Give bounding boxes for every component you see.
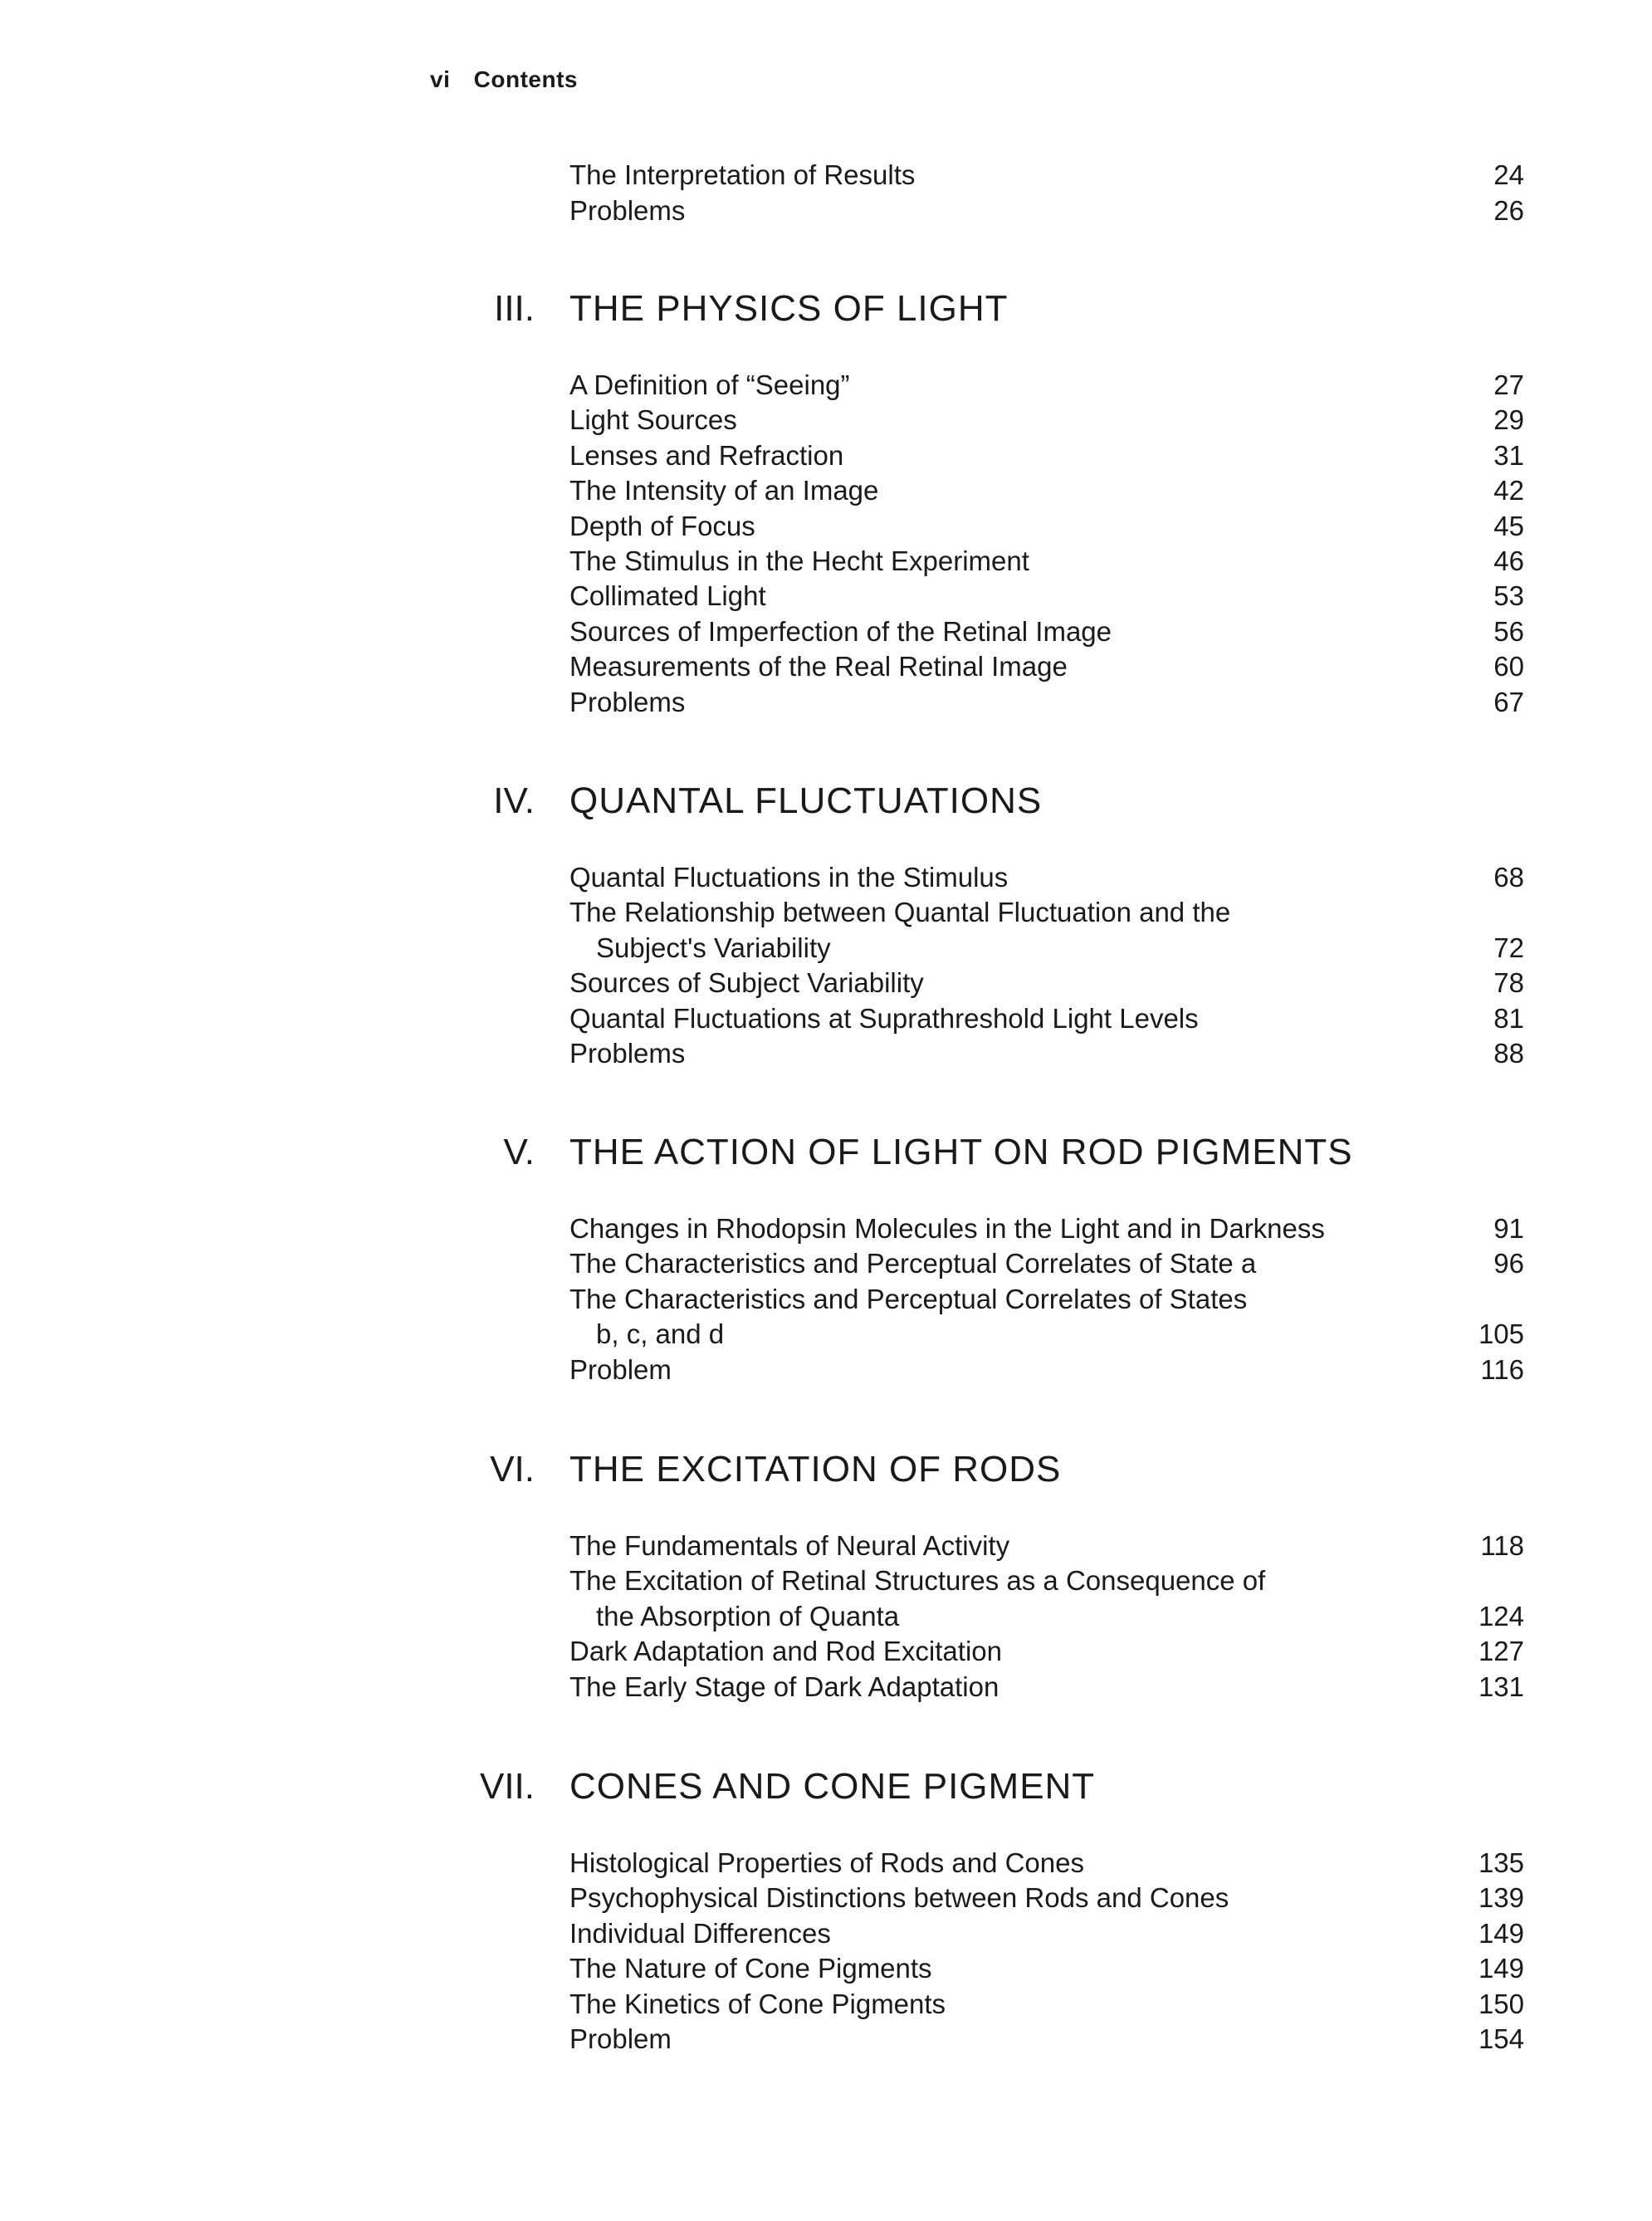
- page-number: vi: [430, 66, 451, 92]
- toc-entry-page: 60: [1493, 651, 1524, 682]
- chapter-title: THE EXCITATION OF RODS: [569, 1449, 1062, 1490]
- toc-entry-page: 81: [1493, 1002, 1524, 1034]
- toc-entry-page: 124: [1478, 1600, 1524, 1632]
- toc-entry-title: The Stimulus in the Hecht Experiment: [569, 545, 1029, 576]
- toc-entry-page: 42: [1493, 475, 1524, 506]
- running-header: [430, 66, 578, 93]
- toc-entry-title: Depth of Focus: [569, 510, 755, 541]
- toc-entry-title: Problems: [569, 1038, 686, 1069]
- section-title: Contents: [473, 66, 578, 92]
- toc-entry[interactable]: [569, 1881, 1524, 1915]
- toc-entry[interactable]: [569, 544, 1524, 579]
- toc-entry-title: the Absorption of Quanta: [596, 1600, 900, 1632]
- toc-entry-title: Individual Differences: [569, 1917, 831, 1949]
- toc-entry-page: 31: [1493, 439, 1524, 471]
- toc-entry[interactable]: [569, 860, 1524, 895]
- toc-entry[interactable]: [569, 895, 1524, 930]
- toc-entry-page: 135: [1478, 1847, 1524, 1878]
- toc-entry-page: 56: [1493, 615, 1524, 647]
- toc-entry-title: The Intensity of an Image: [569, 475, 879, 506]
- toc-entry-page: 149: [1478, 1953, 1524, 1984]
- toc-entry-title: The Nature of Cone Pigments: [569, 1953, 932, 1984]
- toc-entry[interactable]: [569, 1317, 1524, 1352]
- toc-entry[interactable]: [569, 193, 1524, 228]
- toc-entry-title: Histological Properties of Rods and Cones: [569, 1847, 1084, 1878]
- toc-entry-title: b, c, and d: [596, 1318, 725, 1350]
- toc-entry-page: 131: [1478, 1671, 1524, 1702]
- toc-entry-page: 67: [1493, 686, 1524, 717]
- toc-entry[interactable]: [569, 579, 1524, 614]
- toc-entry-page: 26: [1493, 195, 1524, 226]
- toc-entry-page: 150: [1478, 1988, 1524, 2019]
- toc-entry-page: 27: [1493, 369, 1524, 400]
- toc-entry[interactable]: [569, 1529, 1524, 1563]
- toc-entry-page: 127: [1478, 1636, 1524, 1667]
- toc-entry-page: 91: [1493, 1213, 1524, 1244]
- toc-entry[interactable]: [569, 931, 1524, 966]
- chapter-number: VI.: [490, 1449, 535, 1490]
- chapter-number: IV.: [493, 780, 535, 821]
- toc-entry[interactable]: [569, 1353, 1524, 1387]
- toc-entry-title: The Relationship between Quantal Fluctuation and the: [569, 897, 1231, 928]
- toc-entry[interactable]: [569, 1670, 1524, 1705]
- toc-entry-title: A Definition of “Seeing”: [569, 369, 850, 400]
- toc-entry[interactable]: [569, 1282, 1524, 1317]
- toc-entry-title: The Early Stage of Dark Adaptation: [569, 1671, 1000, 1702]
- toc-entry-page: 29: [1493, 404, 1524, 436]
- toc-entry[interactable]: [569, 473, 1524, 508]
- chapter-heading[interactable]: [0, 1128, 1652, 1177]
- toc-entry-title: Measurements of the Real Retinal Image: [569, 651, 1068, 682]
- chapter-title: QUANTAL FLUCTUATIONS: [569, 780, 1043, 821]
- toc-entry-title: Sources of Imperfection of the Retinal Image: [569, 615, 1112, 647]
- toc-entry[interactable]: [569, 1846, 1524, 1881]
- toc-entry-page: 46: [1493, 545, 1524, 576]
- toc-entry-title: The Excitation of Retinal Structures as a Consequence of: [569, 1565, 1266, 1597]
- chapter-heading[interactable]: [0, 1762, 1652, 1812]
- toc-entry-title: The Characteristics and Perceptual Correlates of State a: [569, 1248, 1257, 1279]
- toc-entry-page: 53: [1493, 580, 1524, 612]
- toc-entry-page: 154: [1478, 2023, 1524, 2054]
- toc-entry-title: Problem: [569, 1353, 672, 1385]
- toc-entry-title: Problems: [569, 686, 686, 717]
- chapter-heading[interactable]: [0, 1445, 1652, 1495]
- toc-entry[interactable]: [569, 1211, 1524, 1246]
- toc-entry[interactable]: [569, 1951, 1524, 1986]
- toc-entry-page: 88: [1493, 1038, 1524, 1069]
- toc-entry-page: 78: [1493, 967, 1524, 999]
- chapter-title: THE ACTION OF LIGHT ON ROD PIGMENTS: [569, 1132, 1353, 1172]
- toc-entry[interactable]: [569, 1001, 1524, 1036]
- toc-entry-title: The Characteristics and Perceptual Correlates of States: [569, 1283, 1248, 1314]
- toc-entry-page: 118: [1480, 1530, 1524, 1561]
- toc-entry-page: 68: [1493, 862, 1524, 893]
- chapter-number: VII.: [479, 1766, 535, 1807]
- toc-entry-title: Light Sources: [569, 404, 737, 436]
- chapter-title: CONES AND CONE PIGMENT: [569, 1766, 1096, 1807]
- toc-entry[interactable]: [569, 1246, 1524, 1281]
- toc-entry-title: Sources of Subject Variability: [569, 967, 924, 999]
- toc-entry-title: Quantal Fluctuations in the Stimulus: [569, 862, 1009, 893]
- toc-entry-title: Lenses and Refraction: [569, 439, 844, 471]
- toc-entry-page: 24: [1493, 159, 1524, 190]
- toc-entry-title: Dark Adaptation and Rod Excitation: [569, 1636, 1002, 1667]
- chapter-number: III.: [494, 288, 535, 329]
- toc-entry[interactable]: [569, 1563, 1524, 1598]
- toc-entry-title: Changes in Rhodopsin Molecules in the Light and in Darkness: [569, 1213, 1325, 1244]
- toc-entry[interactable]: [569, 1987, 1524, 2022]
- toc-entry-title: The Interpretation of Results: [569, 159, 916, 190]
- toc-entry[interactable]: [569, 1916, 1524, 1951]
- toc-entry[interactable]: [569, 1599, 1524, 1634]
- toc-entry[interactable]: [569, 2022, 1524, 2057]
- toc-entry-title: Subject's Variability: [596, 932, 831, 963]
- toc-entry[interactable]: [569, 438, 1524, 473]
- toc-entry-title: Problem: [569, 2023, 672, 2054]
- toc-entry-page: 72: [1493, 932, 1524, 963]
- chapter-number: V.: [503, 1132, 535, 1172]
- toc-entry-page: 45: [1493, 510, 1524, 541]
- chapter-heading[interactable]: [0, 776, 1652, 826]
- toc-entry-title: The Fundamentals of Neural Activity: [569, 1530, 1010, 1561]
- toc-entry-title: The Kinetics of Cone Pigments: [569, 1988, 946, 2019]
- toc-entry-title: Psychophysical Distinctions between Rods and Cones: [569, 1882, 1229, 1914]
- toc-entry[interactable]: [569, 966, 1524, 1000]
- toc-entry-title: Collimated Light: [569, 580, 766, 612]
- toc-entry[interactable]: [569, 158, 1524, 193]
- toc-entry[interactable]: [569, 685, 1524, 720]
- toc-entry[interactable]: [569, 1036, 1524, 1071]
- toc-entry-title: Problems: [569, 195, 686, 226]
- toc-entry-page: 105: [1478, 1318, 1524, 1350]
- toc-entry[interactable]: [569, 649, 1524, 684]
- chapter-title: THE PHYSICS OF LIGHT: [569, 288, 1009, 329]
- toc-entry[interactable]: [569, 614, 1524, 649]
- toc-entry[interactable]: [569, 403, 1524, 438]
- toc-entry[interactable]: [569, 368, 1524, 403]
- toc-entry[interactable]: [569, 1634, 1524, 1669]
- toc-entry-page: 116: [1480, 1353, 1524, 1385]
- toc-entry-page: 139: [1478, 1882, 1524, 1914]
- chapter-heading[interactable]: [0, 284, 1652, 334]
- toc-entry-title: Quantal Fluctuations at Suprathreshold Light Levels: [569, 1002, 1199, 1034]
- toc-entry-page: 149: [1478, 1917, 1524, 1949]
- toc-entry-page: 96: [1493, 1248, 1524, 1279]
- toc-entry[interactable]: [569, 509, 1524, 544]
